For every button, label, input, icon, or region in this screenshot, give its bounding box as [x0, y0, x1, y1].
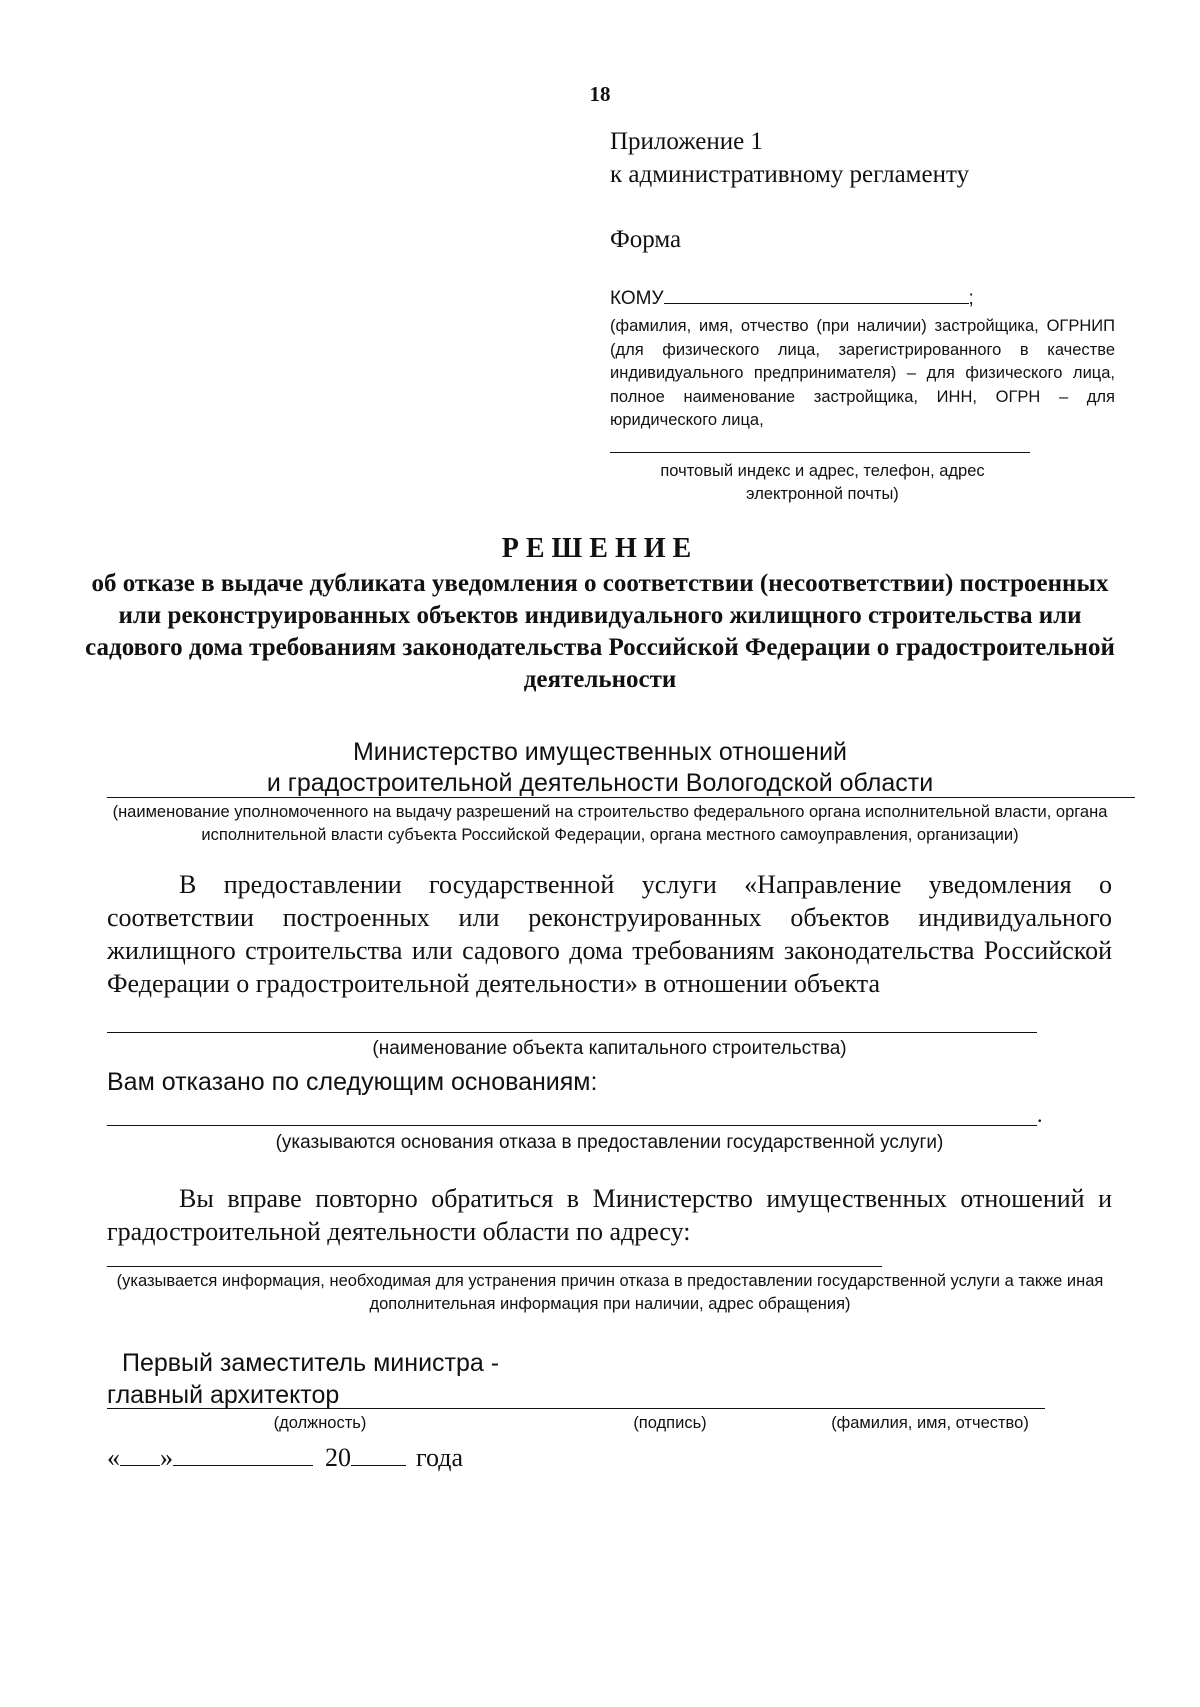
date-year-field	[351, 1445, 406, 1466]
reasons-end: .	[1037, 1102, 1043, 1127]
appeal-paragraph	[107, 1182, 1112, 1248]
name-label: (фамилия, имя, отчество)	[831, 1414, 1029, 1432]
decision-title: РЕШЕНИЕ	[501, 533, 699, 564]
date-close-quote: »	[160, 1443, 173, 1472]
appeal-line	[107, 1266, 882, 1267]
position-label: (должность)	[273, 1414, 367, 1432]
recipient-address-line	[610, 452, 1030, 453]
recipient-note: (фамилия, имя, отчество (при наличии) застройщика, ОГРНИП (для физического лица, зарегистрированного в качестве индивидуального предпринимателя) – для физического лица, полное наименование застройщика, ИНН, ОГРН – для юридического лица,	[610, 317, 1115, 429]
recipient-to-row	[610, 287, 980, 310]
decision-subtitle: об отказе в выдаче дубликата уведомления о соответствии (несоответствии) построенных или реконструированных объектов индивидуального жилищного строительства или садового дома требованиям законодательства Российской Федерации о градостроительной деятельности	[85, 570, 1115, 693]
date-month-field	[173, 1445, 313, 1466]
signature-line	[107, 1408, 1045, 1409]
service-paragraph	[107, 868, 1112, 1000]
page-number: 18	[589, 82, 611, 106]
date-day-field	[120, 1445, 160, 1466]
recipient-address-note: почтовый индекс и адрес, телефон, адрес электронной почты)	[660, 462, 985, 503]
position-line-2: главный архитектор	[107, 1381, 340, 1409]
object-note: (наименование объекта капитального строительства)	[372, 1038, 847, 1059]
authority-line-1: Министерство имущественных отношений	[352, 738, 848, 766]
appeal-note: (указывается информация, необходимая для устранения причин отказа в предоставлении государственной услуги а также иная дополнительная информация при наличии, адрес обращения)	[116, 1272, 1104, 1313]
attachment-subtitle: к административному регламенту	[610, 161, 970, 188]
reasons-note: (указываются основания отказа в предоставлении государственной услуги)	[275, 1132, 944, 1153]
position-line-1: Первый заместитель министра -	[122, 1349, 500, 1377]
signature-label: (подпись)	[633, 1414, 707, 1432]
date-row	[107, 1443, 463, 1473]
refused-label: Вам отказано по следующим основаниям:	[107, 1068, 598, 1096]
attachment-title: Приложение 1	[610, 128, 763, 155]
date-century: 20	[325, 1443, 351, 1472]
reasons-line	[107, 1125, 1037, 1126]
recipient-to-label: КОМУ	[610, 288, 664, 309]
object-line	[107, 1032, 1037, 1033]
recipient-to-field	[664, 287, 969, 304]
authority-line-2: и градостроительной деятельности Вологодской области	[266, 769, 934, 797]
date-open-quote: «	[107, 1443, 120, 1472]
service-paragraph-text: В предоставлении государственной услуги «Направление уведомления о соответствии построенных или реконструированных объектов индивидуального жилищного строительства или садового дома требованиям законодательства Российской Федерации о градостроительной деятельности» в отношении объекта	[107, 870, 1112, 998]
appeal-paragraph-text: Вы вправе повторно обратиться в Министерство имущественных отношений и градостроительной деятельности области по адресу:	[107, 1184, 1112, 1246]
form-label: Форма	[610, 226, 682, 253]
recipient-to-end: ;	[968, 288, 974, 309]
authority-line	[107, 797, 1135, 798]
date-year-word: года	[416, 1443, 464, 1472]
authority-note: (наименование уполномоченного на выдачу разрешений на строительство федерального органа исполнительной власти, органа исполнительной власти субъекта Российской Федерации, органа местного самоуправления, организации)	[112, 803, 1108, 844]
